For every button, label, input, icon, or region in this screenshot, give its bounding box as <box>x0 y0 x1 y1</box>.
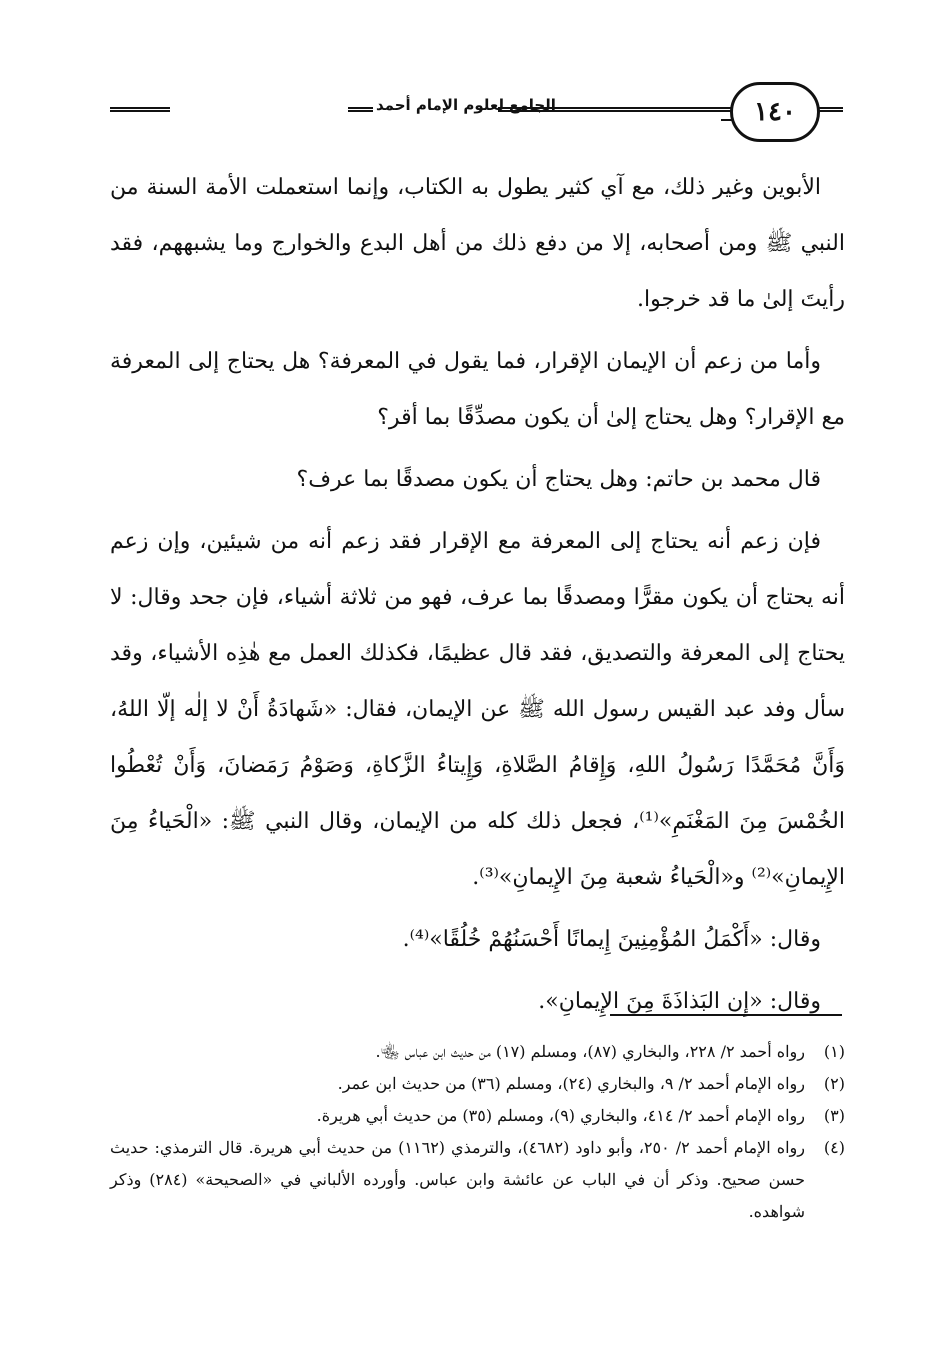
footnote-item <box>110 1036 845 1068</box>
running-title: الجامع لعلوم الإمام أحمد <box>376 96 556 114</box>
paragraph: وأما من زعم أن الإيمان الإقرار، فما يقول في المعرفة؟ هل يحتاج إلى المعرفة مع الإقرار؟ وهل يحتاج إلىٰ أن يكون مصدِّقًا بما أقر؟ <box>110 349 845 430</box>
footnote-number: (٢) <box>823 1074 845 1093</box>
paragraph: وقال: «إِن البَذاذَةَ مِنَ الإِيمانِ». <box>538 989 821 1014</box>
paragraph: قال محمد بن حاتم: وهل يحتاج أن يكون مصدقًا بما عرف؟ <box>296 467 821 492</box>
paragraph: فإن زعم أنه يحتاج إلى المعرفة مع الإقرار فقد زعم أنه من شيئين، وإن زعم أنه يحتاج أن يكون مقرًّا ومصدقًا بما عرف، فهو من ثلاثة أشياء، فإن جحد وقال: لا يحتاج إلى المعرفة والتصديق، فقد قال عظيمًا، فكذلك العمل مع هٰذِه الأشياء، وقد سأل وفد عبد القيس رسول الله ﷺ عن الإيمان، فقال: «شَهادَةُ أَنْ لا إلٰه إلّا اللهُ، وَأَنَّ مُحَمَّدًا رَسُولُ اللهِ، وَإِقامُ الصَّلاةِ، وَإِيتاءُ الزَّكاةِ، وَصَوْمُ رَمَضانَ، وَأَنْ تُعْطُوا الخُمْسَ مِنَ المَغْنَمِ»⁽¹⁾، فجعل ذلك كله من الإيمان، وقال النبي ﷺ: «الْحَياءُ مِنَ الإِيمانِ»⁽²⁾ و«الْحَياءُ شعبة مِنَ الإِيمانِ»⁽³⁾. <box>110 529 845 890</box>
main-text <box>110 160 845 1036</box>
footnotes <box>110 1036 845 1228</box>
paragraph: الأبوين وغير ذلك، مع آي كثير يطول به الكتاب، وإنما استعملت الأمة السنة من النبي ﷺ ومن أصحابه، إلا من دفع ذلك من أهل البدع والخوارج وما يشبههم، فقد رأيتَ إلىٰ ما قد خرجوا. <box>110 175 845 312</box>
footnote-separator <box>610 1014 842 1016</box>
page-number-badge <box>730 82 820 142</box>
paragraph: وقال: «أَكْمَلُ المُؤْمِنِينَ إِيمانًا أَحْسَنُهُمْ خُلُقًا»⁽⁴⁾. <box>402 927 821 952</box>
footnote-text: رواه الإمام أحمد ٢/ ٢٥٠، وأبو داود (٤٦٨٢)، والترمذي (١١٦٢) من حديث أبي هريرة. قال الترمذي: حديث حسن صحيح. وذكر أن في الباب عن عائشة وابن عباس. وأورده الألباني في «الصحيحة» (٢٨٤) وذكر شواهده. <box>110 1138 806 1221</box>
footnote-text: رواه الإمام أحمد ٢/ ٩، والبخاري (٢٤)، ومسلم (٣٦) من حديث ابن عمر. <box>337 1074 805 1093</box>
footnote-item <box>110 1068 845 1100</box>
footnote-number: (٣) <box>823 1106 845 1125</box>
footnote-number: (١) <box>823 1042 845 1061</box>
page-number: ١٤٠ <box>754 97 796 127</box>
footnote-text: رواه أحمد ٢/ ٢٢٨، والبخاري (٨٧)، ومسلم (١٧) من حديث ابن عباس ﵄. <box>375 1042 805 1061</box>
footnote-item <box>110 1100 845 1132</box>
footnote-item <box>110 1132 845 1228</box>
page-header <box>110 82 845 142</box>
footnote-text: رواه الإمام أحمد ٢/ ٤١٤، والبخاري (٩)، ومسلم (٣٥) من حديث أبي هريرة. <box>316 1106 805 1125</box>
footnote-number: (٤) <box>823 1138 845 1157</box>
header-rule-mid <box>348 107 373 112</box>
header-rule-left <box>110 107 170 112</box>
